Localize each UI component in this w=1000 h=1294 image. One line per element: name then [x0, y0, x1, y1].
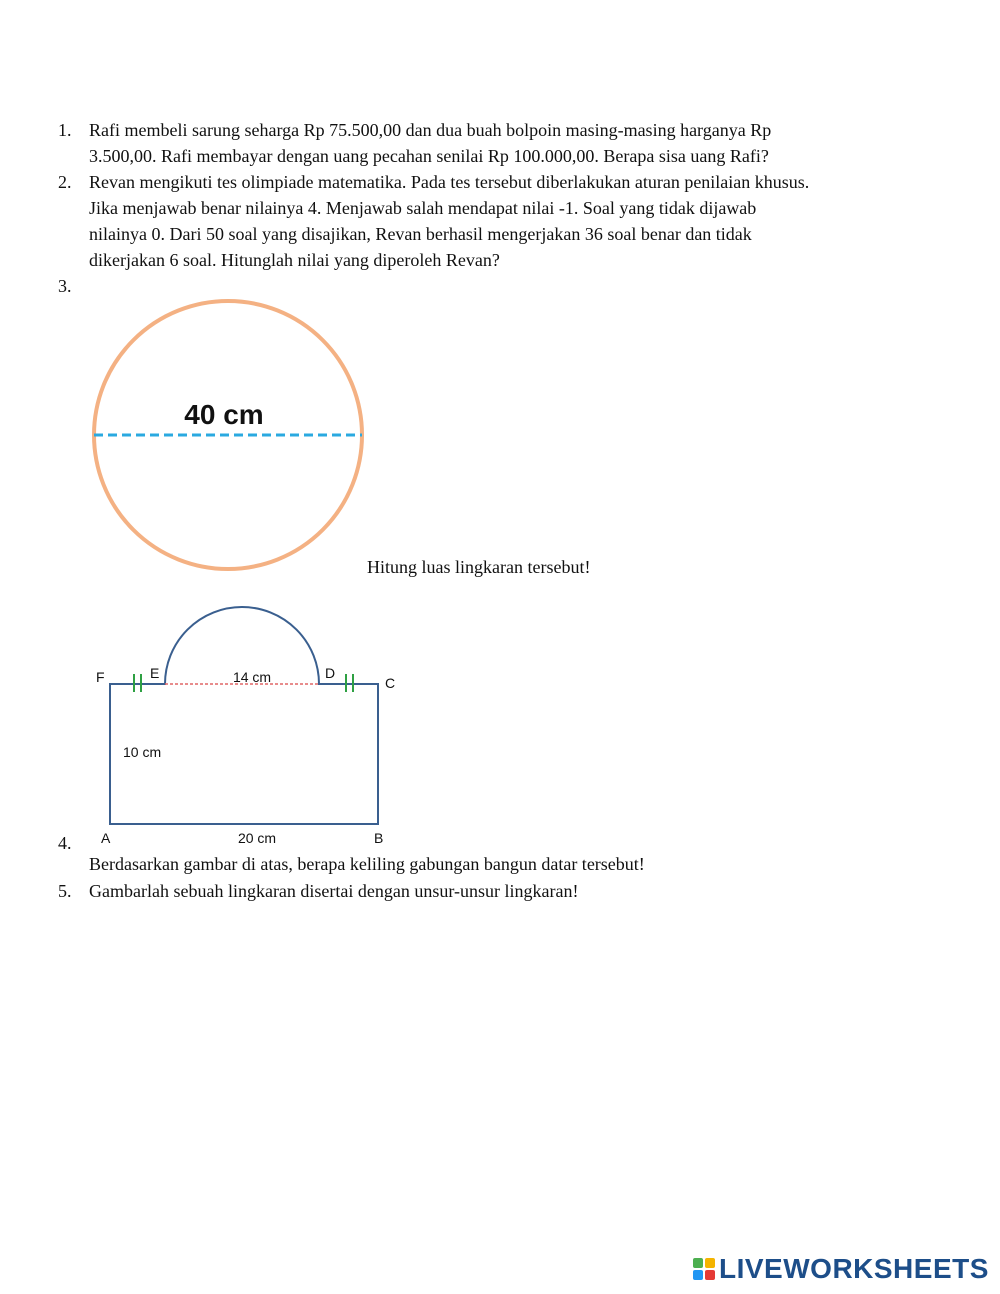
question-text-line: 3.500,00. Rafi membayar dengan uang pecahan senilai Rp 100.000,00. Berapa sisa uang Rafi?: [89, 146, 769, 166]
question-number: 2.: [58, 172, 72, 192]
brand-name: LIVEWORKSHEETS: [719, 1253, 989, 1284]
question-text-line: nilainya 0. Dari 50 soal yang disajikan, Revan berhasil mengerjakan 36 soal benar dan tidak: [89, 224, 752, 244]
point-label-a: A: [101, 830, 111, 846]
circle-figure: [85, 292, 375, 582]
point-label-e: E: [150, 665, 160, 681]
height-label: 10 cm: [123, 744, 162, 760]
question-text-line: Gambarlah sebuah lingkaran disertai dengan unsur-unsur lingkaran!: [89, 881, 579, 901]
question-number: 5.: [58, 881, 72, 901]
width-label: 20 cm: [237, 830, 277, 846]
question-number: 1.: [58, 120, 72, 140]
top-gap-label: 14 cm: [232, 669, 272, 685]
question-text-line: Hitung luas lingkaran tersebut!: [367, 557, 591, 577]
question-text-line: dikerjakan 6 soal. Hitunglah nilai yang diperoleh Revan?: [89, 250, 500, 270]
point-label-d: D: [325, 665, 336, 681]
diameter-label: 40 cm: [184, 399, 264, 430]
liveworksheets-icon: [693, 1258, 715, 1280]
point-label-f: F: [96, 669, 105, 685]
composite-figure: [90, 600, 410, 850]
liveworksheets-logo: [693, 1252, 989, 1286]
question-text-line: Jika menjawab benar nilainya 4. Menjawab salah mendapat nilai -1. Soal yang tidak dijawab: [89, 198, 757, 218]
question-number: 4.: [58, 833, 72, 853]
question-text-line: Revan mengikuti tes olimpiade matematika. Pada tes tersebut diberlakukan aturan penilaian khusus.: [89, 172, 810, 192]
composite-outline: [110, 607, 378, 824]
question-text-line: Berdasarkan gambar di atas, berapa keliling gabungan bangun datar tersebut!: [89, 854, 645, 874]
question-text-line: Rafi membeli sarung seharga Rp 75.500,00 dan dua buah bolpoin masing-masing harganya Rp: [89, 120, 772, 140]
point-label-b: B: [374, 830, 384, 846]
question-number: 3.: [58, 276, 72, 296]
point-label-c: C: [385, 675, 396, 691]
